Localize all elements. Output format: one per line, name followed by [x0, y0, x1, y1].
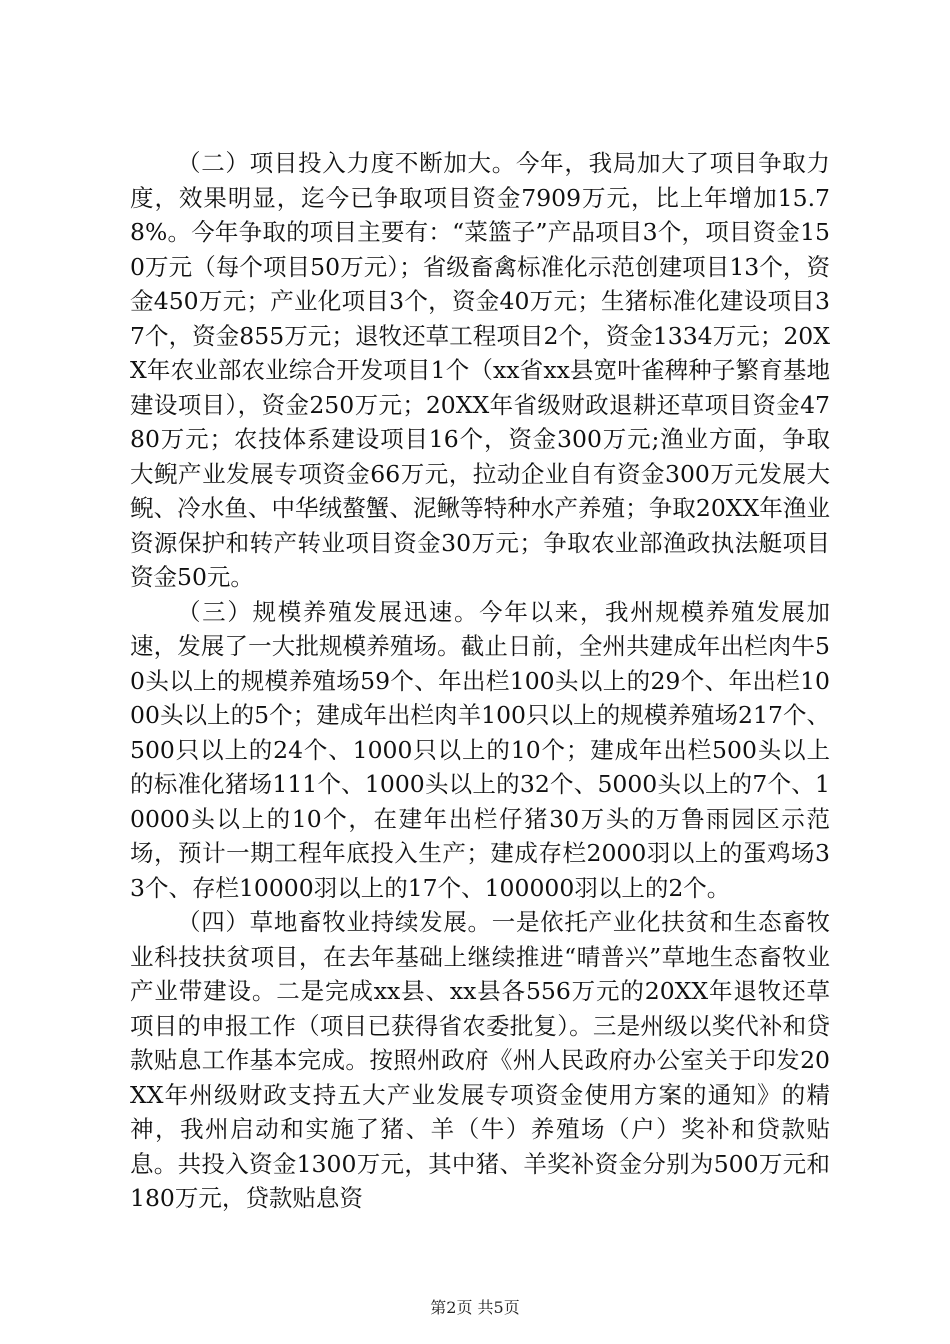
page-number-footer: 第2页 共5页: [430, 1298, 520, 1317]
paragraph-scale-breeding: （三）规模养殖发展迅速。今年以来，我州规模养殖发展加速，发展了一大批规模养殖场。截止日前，全州共建成年出栏肉牛50头以上的规模养殖场59个、年出栏100头以上的29个、年出栏1000头以上的5个；建成年出栏肉羊100只以上的规模养殖场217个、500只以上的24个、1000只以上的10个；建成年出栏500头以上的标准化猪场111个、1000头以上的32个、5000头以上的7个、10000头以上的10个，在建年出栏仔猪30万头的万鲁雨园区示范场，预计一期工程年底投入生产；建成存栏2000羽以上的蛋鸡场33个、存栏10000羽以上的17个、100000羽以上的2个。: [130, 597, 830, 902]
document-body: [130, 146, 830, 1216]
paragraph-grassland-husbandry: （四）草地畜牧业持续发展。一是依托产业化扶贫和生态畜牧业科技扶贫项目，在去年基础上继续推进“晴普兴”草地生态畜牧业产业带建设。二是完成xx县、xx县各556万元的20XX年退牧还草项目的申报工作（项目已获得省农委批复）。三是州级以奖代补和贷款贴息工作基本完成。按照州政府《州人民政府办公室关于印发20XX年州级财政支持五大产业发展专项资金使用方案的通知》的精神，我州启动和实施了猪、羊（牛）养殖场（户）奖补和贷款贴息。共投入资金1300万元，其中猪、羊奖补资金分别为500万元和180万元，贷款贴息资: [130, 908, 830, 1212]
paragraph-project-investment: （二）项目投入力度不断加大。今年，我局加大了项目争取力度，效果明显，迄今已争取项目资金7909万元，比上年增加15.78%。今年争取的项目主要有：“菜篮子”产品项目3个，项目资金150万元（每个项目50万元）；省级畜禽标准化示范创建项目13个，资金450万元；产业化项目3个，资金40万元；生猪标准化建设项目37个，资金855万元；退牧还草工程项目2个，资金1334万元；20XX年农业部农业综合开发项目1个（xx省xx县宽叶雀稗种子繁育基地建设项目），资金250万元；20XX年省级财政退耕还草项目资金4780万元；农技体系建设项目16个，资金300万元;渔业方面，争取大鲵产业发展专项资金66万元，拉动企业自有资金300万元发展大鲵、冷水鱼、中华绒螯蟹、泥鳅等特种水产养殖；争取20XX年渔业资源保护和转产转业项目资金30万元；争取农业部渔政执法艇项目资金50元。: [130, 149, 830, 591]
